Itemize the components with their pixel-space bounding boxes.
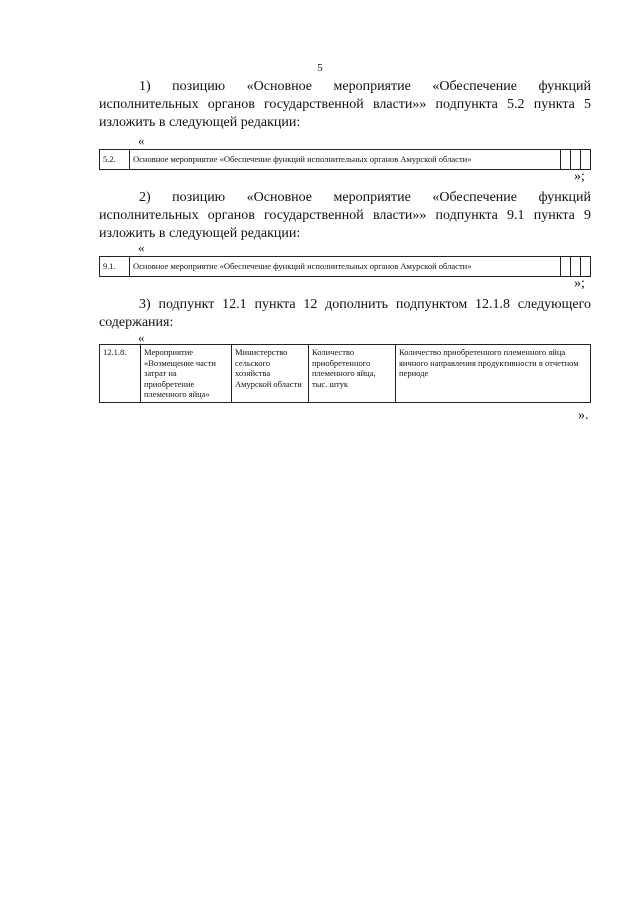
table-row (100, 345, 591, 403)
responsible-cell: Министерство сельского хозяйства Амурской области (232, 345, 309, 403)
empty-cell (581, 150, 591, 170)
item-2-paragraph (99, 189, 591, 243)
item-3-line-2: содержания: (99, 315, 174, 330)
item-1-table (99, 149, 591, 170)
description-cell: Количество приобретенного племенного яйца яичного направления продуктивности в отчетном периоде (396, 345, 591, 403)
item-1-line-3: изложить в следующей редакции: (99, 115, 301, 130)
row-text: Основное мероприятие «Обеспечение функций исполнительных органов Амурской области» (130, 150, 561, 170)
item-3-line-1: 3) подпункт 12.1 пункта 12 дополнить подпунктом 12.1.8 следующего (139, 297, 591, 312)
item-2-table (99, 256, 591, 277)
item-1-open-quote: « (138, 133, 145, 148)
item-3-table (99, 344, 591, 403)
item-1-line-1: 1) позицию «Основное мероприятие «Обеспечение функций (139, 79, 591, 94)
item-3-paragraph (99, 296, 591, 332)
item-2-close-quote: »; (574, 276, 585, 291)
row-number: 9.1. (100, 257, 130, 277)
item-1-close-quote: »; (574, 169, 585, 184)
empty-cell (561, 257, 571, 277)
empty-cell (561, 150, 571, 170)
page-number: 5 (317, 62, 323, 74)
empty-cell (581, 257, 591, 277)
item-3-close-quote: ». (578, 408, 589, 423)
empty-cell (571, 257, 581, 277)
item-2-open-quote: « (138, 240, 145, 255)
measure-cell: Мероприятие «Возмещение части затрат на приобретение племенного яйца» (141, 345, 232, 403)
row-number: 12.1.8. (100, 345, 141, 403)
table-row (100, 257, 591, 277)
row-text: Основное мероприятие «Обеспечение функций исполнительных органов Амурской области» (130, 257, 561, 277)
item-2-line-3: изложить в следующей редакции: (99, 226, 301, 241)
row-number: 5.2. (100, 150, 130, 170)
empty-cell (571, 150, 581, 170)
indicator-cell: Количество приобретенного племенного яйца, тыс. штук (309, 345, 396, 403)
item-1-paragraph (99, 78, 591, 132)
item-3-open-quote: « (138, 330, 145, 345)
item-2-line-2: исполнительных органов государственной власти»» подпункта 9.1 пункта 9 (99, 208, 591, 223)
table-row (100, 150, 591, 170)
item-1-line-2: исполнительных органов государственной власти»» подпункта 5.2 пункта 5 (99, 97, 591, 112)
item-2-line-1: 2) позицию «Основное мероприятие «Обеспечение функций (139, 190, 591, 205)
